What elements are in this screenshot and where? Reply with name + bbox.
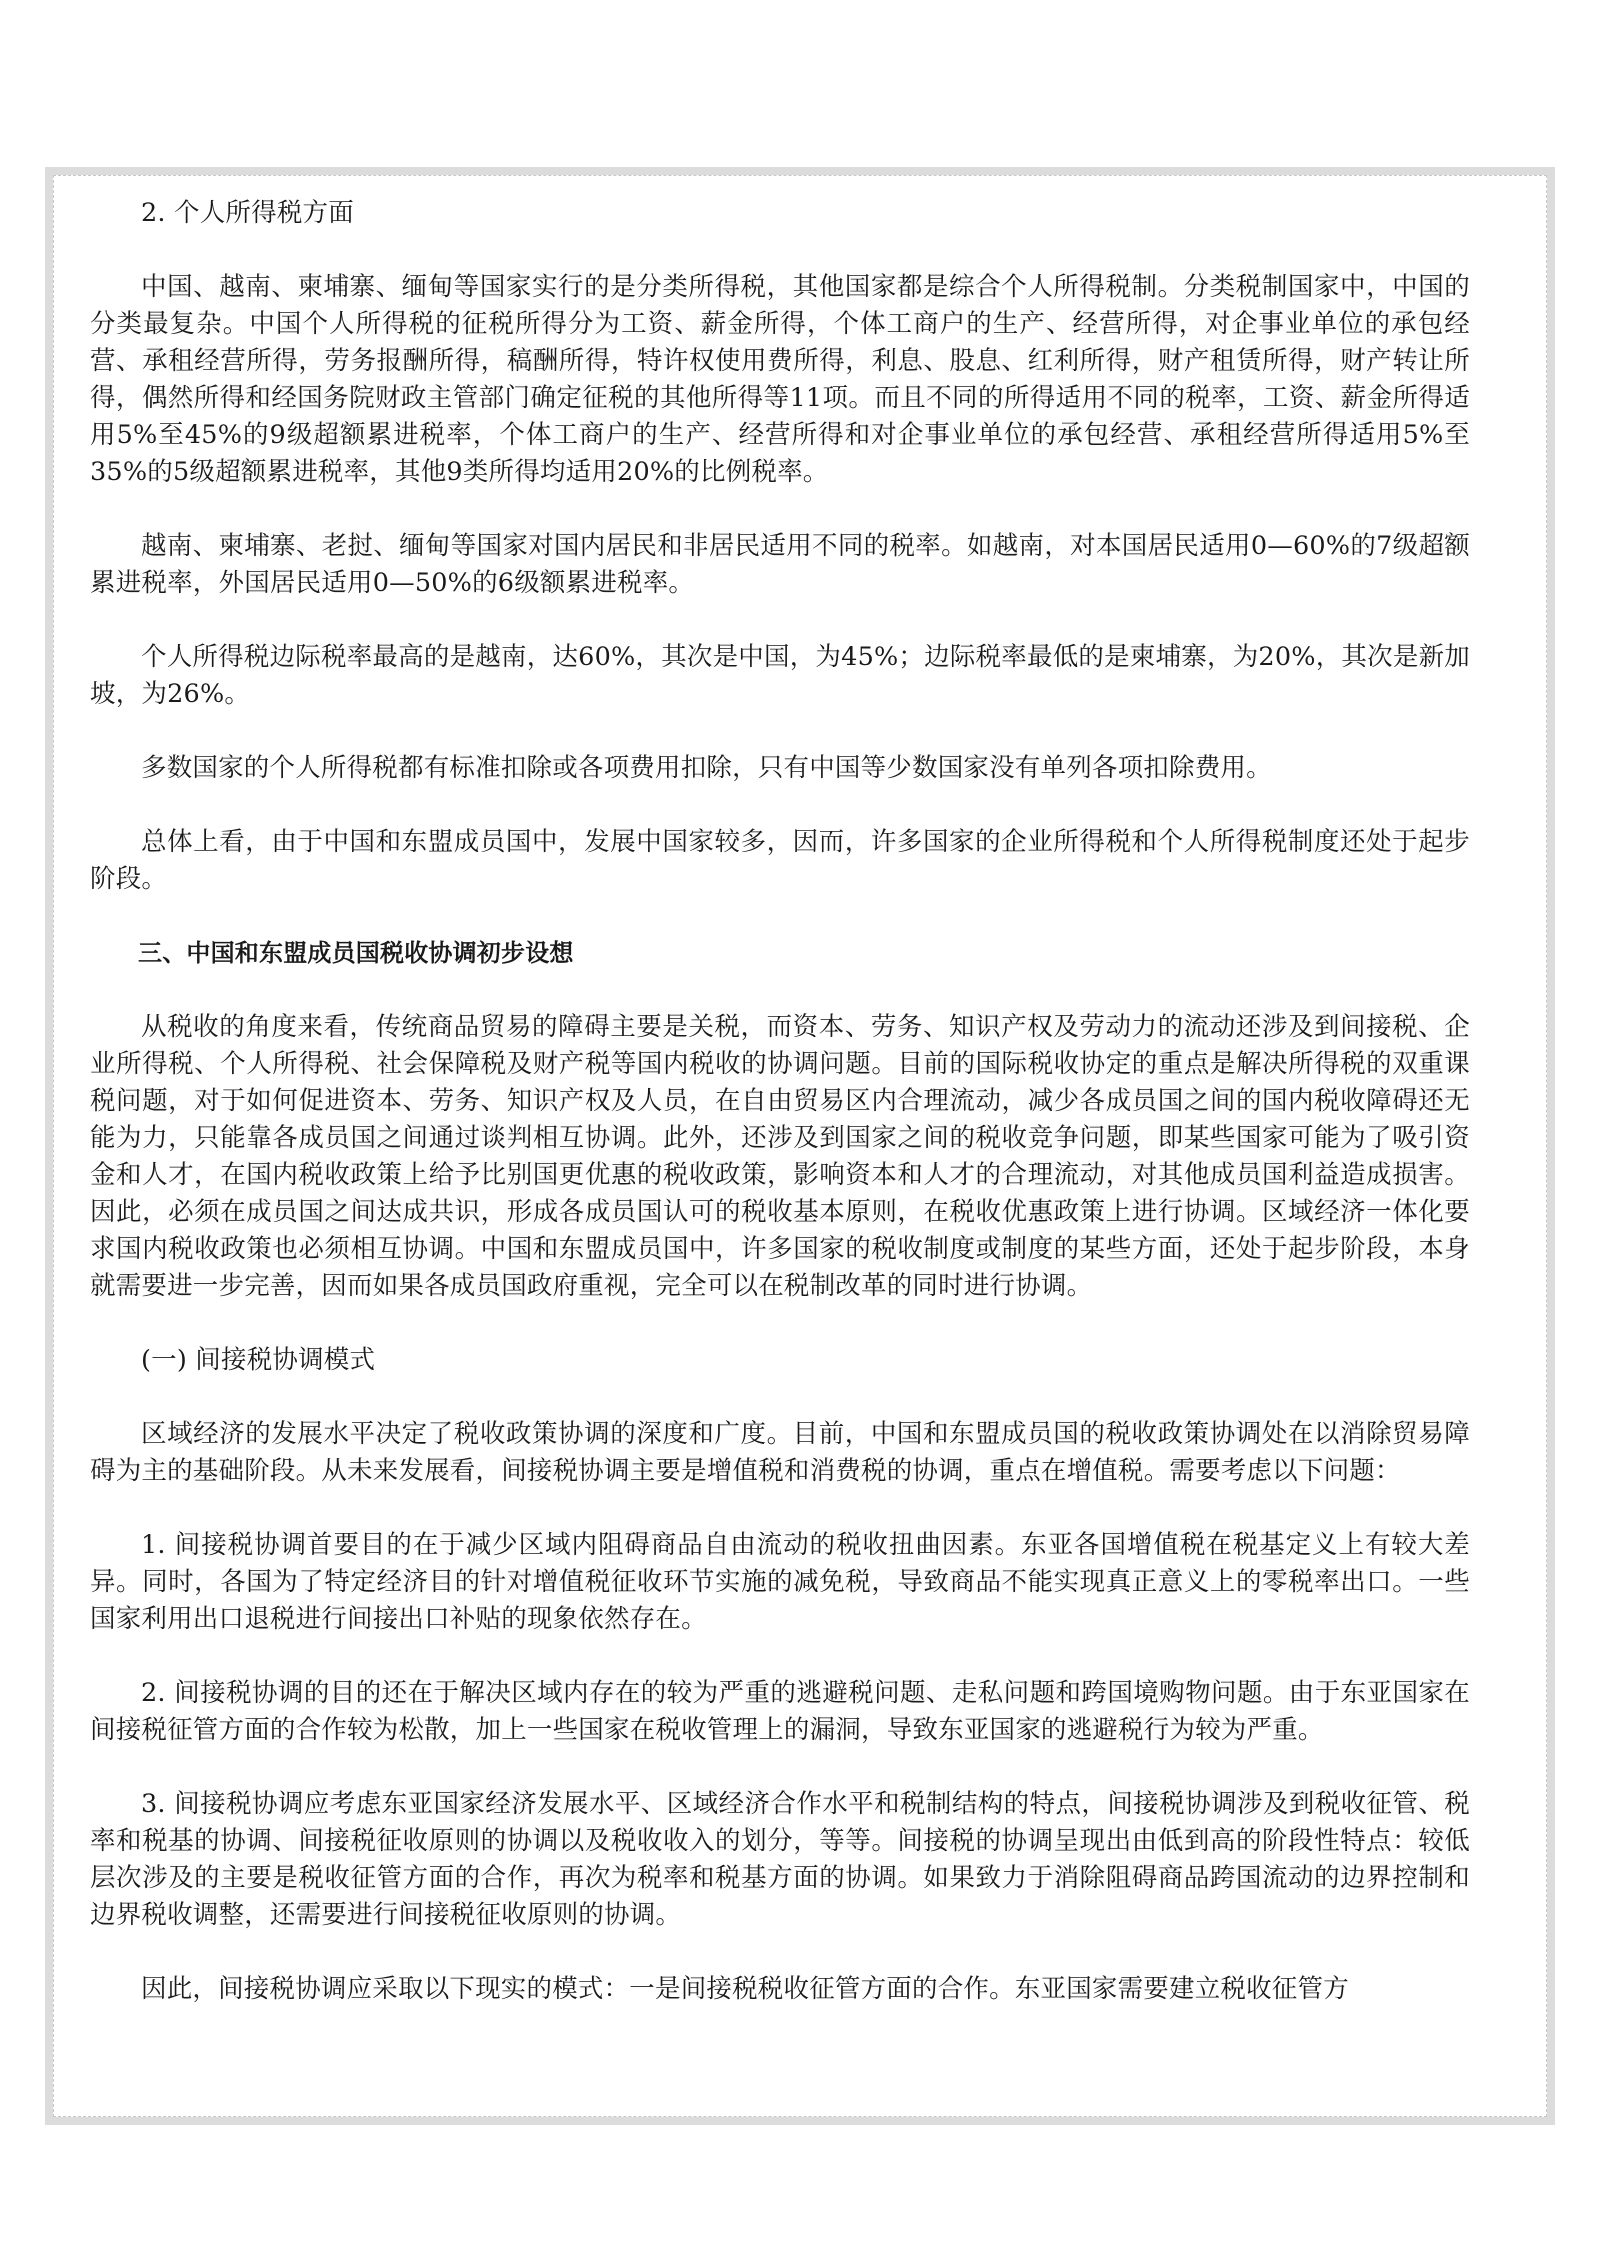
paragraph: 因此，间接税协调应采取以下现实的模式：一是间接税税收征管方面的合作。东亚国家需要建立税收征管方 [141,1974,1349,2004]
subsection-title-indirect-tax: (一) 间接税协调模式 [141,1345,376,1375]
section-heading: 三、中国和东盟成员国税收协调初步设想 [138,939,574,967]
paragraph: 越南、柬埔寨、老挝、缅甸等国家对国内居民和非居民适用不同的税率。如越南，对本国居民适用0—60%的7级超额累进税率，外国居民适用0—50%的6级额累进税率。 [90,531,1470,598]
paragraph: 1. 间接税协调首要目的在于减少区域内阻碍商品自由流动的税收扭曲因素。东亚各国增值税在税基定义上有较大差异。同时，各国为了特定经济目的针对增值税征收环节实施的减免税，导致商品不能实现真正意义上的零税率出口。一些国家利用出口退税进行间接出口补贴的现象依然存在。 [90,1530,1470,1634]
paragraph: 总体上看，由于中国和东盟成员国中，发展中国家较多，因而，许多国家的企业所得税和个人所得税制度还处于起步阶段。 [90,827,1470,894]
paragraph: 多数国家的个人所得税都有标准扣除或各项费用扣除，只有中国等少数国家没有单列各项扣除费用。 [141,753,1272,783]
paragraph: 从税收的角度来看，传统商品贸易的障碍主要是关税，而资本、劳务、知识产权及劳动力的流动还涉及到间接税、企业所得税、个人所得税、社会保障税及财产税等国内税收的协调问题。目前的国际税收协定的重点是解决所得税的双重课税问题，对于如何促进资本、劳务、知识产权及人员，在自由贸易区内合理流动，减少各成员国之间的国内税收障碍还无能为力，只能靠各成员国之间通过谈判相互协调。此外，还涉及到国家之间的税收竞争问题，即某些国家可能为了吸引资金和人才，在国内税收政策上给予比别国更优惠的税收政策，影响资本和人才的合理流动，对其他成员国利益造成损害。因此，必须在成员国之间达成共识，形成各成员国认可的税收基本原则，在税收优惠政策上进行协调。区域经济一体化要求国内税收政策也必须相互协调。中国和东盟成员国中，许多国家的税收制度或制度的某些方面，还处于起步阶段，本身就需要进一步完善，因而如果各成员国政府重视，完全可以在税制改革的同时进行协调。 [90,1012,1470,1301]
subsection-title-personal-income-tax: 2. 个人所得税方面 [141,198,354,228]
paragraph: 区域经济的发展水平决定了税收政策协调的深度和广度。目前，中国和东盟成员国的税收政策协调处在以消除贸易障碍为主的基础阶段。从未来发展看，间接税协调主要是增值税和消费税的协调，重点在增值税。需要考虑以下问题： [90,1419,1470,1486]
paragraph: 3. 间接税协调应考虑东亚国家经济发展水平、区域经济合作水平和税制结构的特点，间接税协调涉及到税收征管、税率和税基的协调、间接税征收原则的协调以及税收收入的划分，等等。间接税的协调呈现出由低到高的阶段性特点：较低层次涉及的主要是税收征管方面的合作，再次为税率和税基方面的协调。如果致力于消除阻碍商品跨国流动的边界控制和边界税收调整，还需要进行间接税征收原则的协调。 [90,1789,1470,1930]
paragraph: 中国、越南、柬埔寨、缅甸等国家实行的是分类所得税，其他国家都是综合个人所得税制。分类税制国家中，中国的分类最复杂。中国个人所得税的征税所得分为工资、薪金所得，个体工商户的生产、经营所得，对企事业单位的承包经营、承租经营所得，劳务报酬所得，稿酬所得，特许权使用费所得，利息、股息、红利所得，财产租赁所得，财产转让所得，偶然所得和经国务院财政主管部门确定征税的其他所得等11项。而且不同的所得适用不同的税率，工资、薪金所得适用5%至45%的9级超额累进税率，个体工商户的生产、经营所得和对企事业单位的承包经营、承租经营所得适用5%至35%的5级超额累进税率，其他9类所得均适用20%的比例税率。 [90,272,1470,487]
paragraph: 2. 间接税协调的目的还在于解决区域内存在的较为严重的逃避税问题、走私问题和跨国境购物问题。由于东亚国家在间接税征管方面的合作较为松散，加上一些国家在税收管理上的漏洞，导致东亚国家的逃避税行为较为严重。 [90,1678,1470,1745]
paragraph: 个人所得税边际税率最高的是越南，达60%，其次是中国，为45%；边际税率最低的是柬埔寨，为20%，其次是新加坡，为26%。 [90,642,1470,709]
document-body [90,195,1470,2008]
